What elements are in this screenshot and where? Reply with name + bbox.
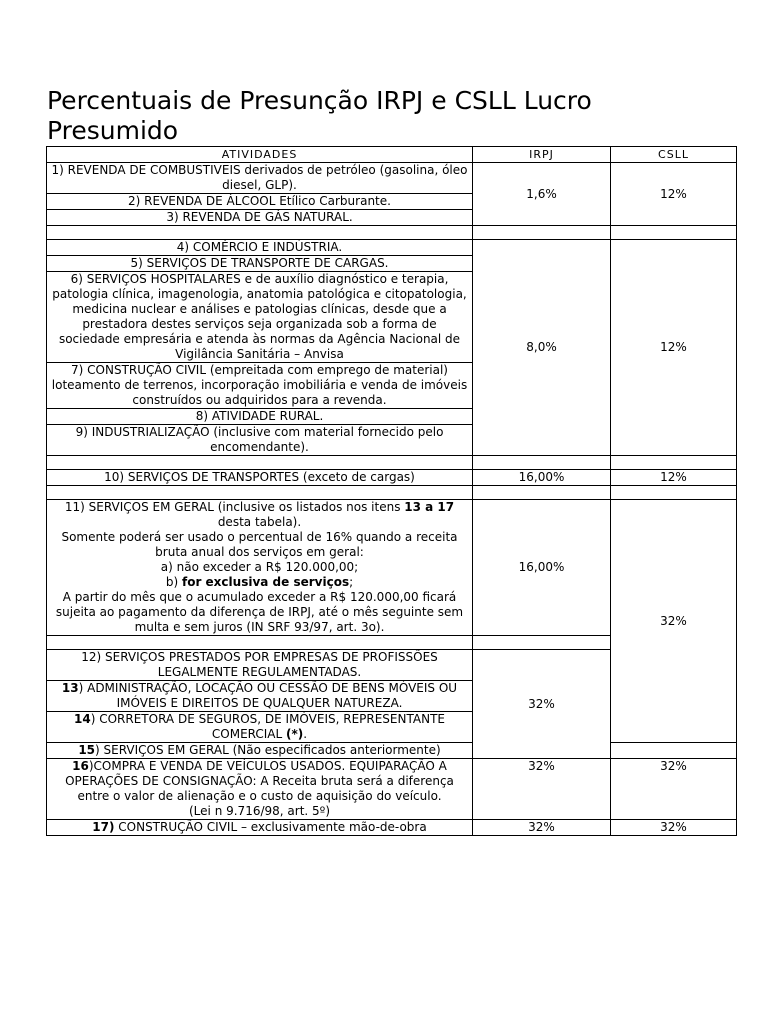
csll-rate: 32% — [611, 500, 737, 743]
item-11-condition: Somente poderá ser usado o percentual de 16% quando a receita bruta anual dos serviços em geral: — [61, 530, 458, 559]
table-row — [47, 470, 737, 486]
presumption-rates-table — [46, 146, 737, 836]
csll-rate: 32% — [611, 820, 737, 836]
csll-rate: 12% — [611, 163, 737, 226]
csll-rate: 12% — [611, 240, 737, 456]
activity-cell: 12) SERVIÇOS PRESTADOS POR EMPRESAS DE PROFISSÕES LEGALMENTE REGULAMENTADAS. — [47, 650, 473, 681]
activity-cell: 5) SERVIÇOS DE TRANSPORTE DE CARGAS. — [47, 256, 473, 272]
activity-cell: 8) ATIVIDADE RURAL. — [47, 409, 473, 425]
law-reference: (Lei n 9.716/98, art. 5º) — [189, 804, 330, 818]
page-title: Percentuais de Presunção IRPJ e CSLL Lucro Presumido — [47, 86, 592, 145]
table-row — [47, 820, 737, 836]
irpj-rate: 16,00% — [473, 470, 611, 486]
csll-rate: 32% — [611, 759, 737, 820]
activity-cell: 2) REVENDA DE ÁLCOOL Etílico Carburante. — [47, 194, 473, 210]
csll-rate — [611, 743, 737, 759]
activity-cell: 17) CONSTRUÇÃO CIVIL – exclusivamente mão-de-obra — [47, 820, 473, 836]
activity-cell: 13) ADMINISTRAÇÃO, LOCAÇÃO OU CESSÃO DE BENS MÓVEIS OU IMÓVEIS E DIREITOS DE QUALQUER NATUREZA. — [47, 681, 473, 712]
table-header-row — [47, 147, 737, 163]
item-11-note: A partir do mês que o acumulado exceder a R$ 120.000,00 ficará sujeita ao pagamento da diferença de IRPJ, até o mês seguinte sem multa e sem juros (IN SRF 93/97, art. 3o). — [55, 590, 464, 634]
irpj-rate: 32% — [473, 759, 611, 820]
spacer-row — [47, 226, 737, 240]
header-irpj: IRPJ — [473, 147, 611, 163]
activity-cell: 14) CORRETORA DE SEGUROS, DE IMÓVEIS, REPRESENTANTE COMERCIAL (*). — [47, 712, 473, 743]
csll-rate: 12% — [611, 470, 737, 486]
table-row — [47, 500, 737, 636]
activity-cell: 16)COMPRA E VENDA DE VEÍCULOS USADOS. EQUIPARAÇÃO A OPERAÇÕES DE CONSIGNAÇÃO: A Receita bruta será a diferença entre o valor de alienação e o custo de aquisição do veículo. (Lei n 9.716/98, art. 5º) — [47, 759, 473, 820]
activity-cell: 10) SERVIÇOS DE TRANSPORTES (exceto de cargas) — [47, 470, 473, 486]
activity-cell — [47, 500, 473, 636]
irpj-rate: 32% — [473, 820, 611, 836]
activity-cell: 15) SERVIÇOS EM GERAL (Não especificados anteriormente) — [47, 743, 473, 759]
spacer-row — [47, 486, 737, 500]
item-11-condition-b: b) for exclusiva de serviços; — [165, 575, 354, 589]
irpj-rate: 8,0% — [473, 240, 611, 456]
item-11-heading: 11) SERVIÇOS EM GERAL (inclusive os listados nos itens 13 a 17 desta tabela). — [64, 500, 455, 529]
table-row — [47, 240, 737, 256]
item-11-condition-a: a) não exceder a R$ 120.000,00; — [160, 560, 359, 574]
activity-cell: 4) COMÉRCIO E INDÚSTRIA. — [47, 240, 473, 256]
activity-cell: 7) CONSTRUÇÃO CIVIL (empreitada com emprego de material) loteamento de terrenos, incorporação imobiliária e venda de imóveis construídos ou adquiridos para a revenda. — [47, 363, 473, 409]
irpj-rate: 16,00% — [473, 500, 611, 636]
header-csll: CSLL — [611, 147, 737, 163]
table-row — [47, 759, 737, 820]
activity-cell: 3) REVENDA DE GÁS NATURAL. — [47, 210, 473, 226]
activity-cell: 1) REVENDA DE COMBUSTIVEIS derivados de petróleo (gasolina, óleo diesel, GLP). — [47, 163, 473, 194]
spacer-row — [47, 456, 737, 470]
table-row — [47, 163, 737, 194]
activity-cell: 6) SERVIÇOS HOSPITALARES e de auxílio diagnóstico e terapia, patologia clínica, imagenologia, anatomia patológica e citopatologia, medicina nuclear e análises e patologias clínicas, desde que a prestadora destes serviços seja organizada sob a forma de sociedade empresária e atenda às normas da Agência Nacional de Vigilância Sanitária – Anvisa — [47, 272, 473, 363]
activity-cell: 9) INDUSTRIALIZAÇÃO (inclusive com material fornecido pelo encomendante). — [47, 425, 473, 456]
irpj-rate: 32% — [473, 650, 611, 759]
table-row — [47, 743, 737, 759]
header-activities: ATIVIDADES — [47, 147, 473, 163]
irpj-rate: 1,6% — [473, 163, 611, 226]
